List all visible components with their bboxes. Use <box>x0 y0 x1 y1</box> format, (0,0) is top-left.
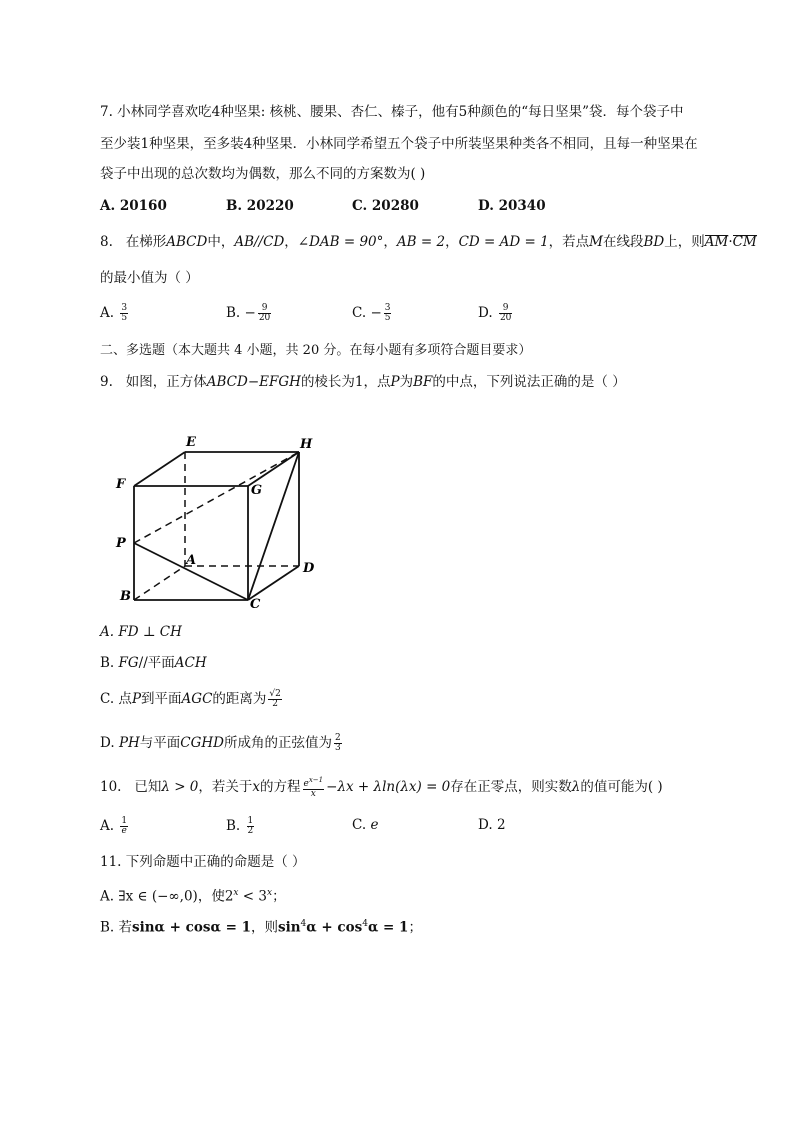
alpha-cos: α + cos <box>306 919 363 936</box>
denominator: 5 <box>121 313 128 323</box>
numerator: 2 <box>335 733 341 743</box>
q8-number: 8. <box>100 234 113 250</box>
q9-option-a <box>100 624 182 640</box>
fraction <box>268 690 281 709</box>
q9-option-c-text: 到平面 <box>141 691 182 707</box>
option-sign: − <box>244 305 256 321</box>
q10-text-4: 存在正零点，则实数 <box>450 779 572 795</box>
section-heading: 二、多选题（本大题共 4 小题，共 20 分。在每小题有多项符合题目要求） <box>100 343 532 358</box>
q10-text-3: 的方程 <box>260 779 301 795</box>
q11-condition: sinα + cosα = 1 <box>132 919 251 936</box>
edge-cd <box>248 566 299 600</box>
denominator: 2 <box>272 699 278 709</box>
label-e: E <box>186 435 196 450</box>
numerator: 9 <box>499 304 512 314</box>
q10-equation-rest: −λx + λln(λx) = 0 <box>326 779 451 795</box>
q7-stem-line3: 袋子中出现的总次数均为偶数，那么不同的方案数为( ) <box>100 166 426 182</box>
option-label: D. <box>100 735 119 751</box>
fraction <box>258 304 271 323</box>
option-label: A. <box>100 305 115 321</box>
q10-number: 10. <box>100 779 122 795</box>
label-a: A <box>186 553 197 568</box>
option-label: A. <box>100 818 115 834</box>
exponent: 4 <box>300 919 307 929</box>
q8-cd: CD = AD = 1 <box>458 234 549 250</box>
q7-stem-line2: 至少装1种坚果，至多装4种坚果．小林同学希望五个袋子中所装坚果种类各不相同，且每一种坚果在 <box>100 136 698 152</box>
option-label: B. <box>226 818 241 834</box>
q10-option-b <box>226 817 256 836</box>
fraction <box>120 817 128 836</box>
numerator: 1 <box>121 816 128 826</box>
q9-text-3: 为 <box>399 374 414 390</box>
q8-option-a <box>100 304 130 323</box>
fraction <box>120 304 128 323</box>
q9-option-c <box>100 690 284 709</box>
q7-option-c: C. 20280 <box>352 198 419 214</box>
q9-point-p: P <box>390 374 400 390</box>
q11-option-b <box>100 916 422 936</box>
q11-option-b-text: B. 若 <box>100 919 133 936</box>
q9-stem <box>100 374 626 390</box>
edge-gh <box>248 452 299 486</box>
denominator: 5 <box>384 313 391 323</box>
label-p: P <box>116 536 126 551</box>
exponent: x−1 <box>308 776 324 784</box>
q7-option-d: D. 20340 <box>478 198 546 214</box>
numerator <box>303 776 325 790</box>
base: 3 <box>258 888 267 905</box>
q9-option-b <box>100 655 207 671</box>
denominator: e <box>121 826 127 836</box>
option-label: B. <box>100 655 119 671</box>
q9-plane-ach: ACH <box>174 655 207 671</box>
denominator: 20 <box>258 313 271 323</box>
q9-option-c-text-2: 的距离为 <box>212 691 267 707</box>
q9-point-p: P <box>131 691 142 707</box>
numerator: 9 <box>258 304 271 314</box>
q8-comma-2: ， <box>383 234 397 250</box>
q8-option-d <box>478 304 514 323</box>
q10-text-5: 的值可能为( ) <box>580 779 663 795</box>
label-h: H <box>300 437 313 452</box>
q8-angle: ∠DAB = 90° <box>297 234 384 250</box>
fraction <box>303 776 325 799</box>
option-value: 2 <box>496 817 506 833</box>
q9-option-d-text: 与平面 <box>139 735 181 751</box>
option-sign: − <box>370 305 382 321</box>
q10-stem <box>100 776 663 799</box>
q7-option-b: B. 20220 <box>226 198 294 214</box>
q8-option-b <box>226 304 273 323</box>
less-than: < <box>238 888 259 905</box>
fraction <box>247 817 255 836</box>
label-d: D <box>303 561 315 576</box>
q9-text-4: 的中点，下列说法正确的是（ ） <box>432 374 626 390</box>
label-f: F <box>116 477 126 492</box>
q9-text-1: 如图，正方体 <box>125 374 207 390</box>
q8-text-1: 在梯形 <box>125 234 167 250</box>
q9-cube: ABCD−EFGH <box>206 374 301 390</box>
q9-option-a-text: A. FD ⊥ CH <box>100 624 182 640</box>
q8-stem-line2: 的最小值为（ ） <box>100 270 199 286</box>
option-label: B. <box>226 305 241 321</box>
fraction <box>499 304 512 323</box>
q11-stem: 11. 下列命题中正确的命题是（ ） <box>100 854 306 870</box>
segment-hc <box>248 452 299 600</box>
q10-text-1: 已知 <box>134 779 162 795</box>
q9-option-d <box>100 734 344 753</box>
alpha-eq: α = 1 <box>367 919 409 936</box>
denominator: 2 <box>247 826 254 836</box>
q9-text-2: 的棱长为1，点 <box>300 374 391 390</box>
q9-number: 9. <box>100 374 113 390</box>
q8-ab: AB = 2 <box>396 234 446 250</box>
q8-comma-1: ， <box>284 234 298 250</box>
q8-dot: · <box>728 234 733 250</box>
q8-parallel: AB//CD <box>234 234 285 250</box>
base: 2 <box>224 888 234 905</box>
q9-plane-cghd: CGHD <box>180 735 225 751</box>
option-label: C. <box>352 817 367 833</box>
q8-trapezoid: ABCD <box>166 234 208 250</box>
q9-plane-agc: AGC <box>181 691 213 707</box>
q8-text-2: 中， <box>207 234 235 250</box>
q7-stem-line1: 7. 小林同学喜欢吃4种坚果: 核桃、腰果、杏仁、榛子，他有5种颜色的“每日坚果”袋．每个袋子中 <box>100 104 684 120</box>
q10-lambda: λ <box>571 779 581 795</box>
q8-comma-3: ， <box>445 234 459 250</box>
q10-x: x <box>252 779 261 795</box>
q11-text: ，则 <box>250 919 278 936</box>
q8-stem-line1 <box>100 234 757 250</box>
q9-option-b-text: //平面 <box>138 655 175 671</box>
q9-ph: PH <box>118 735 140 751</box>
edge-ba-hidden <box>134 566 185 600</box>
q7-option-a: A. 20160 <box>100 198 167 214</box>
q9-fg: FG <box>118 655 139 671</box>
exponent: 4 <box>362 919 368 929</box>
label-b: B <box>120 589 131 604</box>
denominator: 20 <box>499 313 512 323</box>
label-c: C <box>250 597 261 610</box>
q9-option-d-text-2: 所成角的正弦值为 <box>224 735 333 751</box>
semicolon: ； <box>272 888 286 905</box>
fraction <box>334 734 342 753</box>
q8-bd: BD <box>643 234 665 250</box>
option-label: D. <box>478 305 493 321</box>
base-e: e <box>303 779 309 789</box>
option-value: e <box>370 817 379 833</box>
q10-option-c <box>352 817 378 833</box>
edge-fe <box>134 452 185 486</box>
q10-option-d <box>478 817 506 833</box>
fraction <box>384 304 392 323</box>
q10-option-a <box>100 817 130 836</box>
q8-vector-cm: CM <box>732 234 757 250</box>
sin: sin <box>277 919 301 936</box>
segment-ph-hidden <box>134 452 299 543</box>
q9-bf: BF <box>413 374 433 390</box>
label-g: G <box>251 483 263 498</box>
q8-option-c <box>352 304 393 323</box>
q11-option-a <box>100 885 286 905</box>
numerator: √2 <box>269 689 281 699</box>
segment-pc <box>134 543 248 600</box>
option-label: C. 点 <box>100 691 132 707</box>
exponent: x <box>267 888 273 898</box>
q11-option-a-text: A. ∃x ∈ (−∞,0)，使 <box>100 888 225 905</box>
option-label: C. <box>352 305 367 321</box>
q8-text-6: ，若点 <box>548 234 590 250</box>
numerator: 3 <box>384 303 391 313</box>
q10-condition: λ > 0 <box>161 779 199 795</box>
cube-figure <box>110 430 330 610</box>
numerator: 3 <box>121 303 128 313</box>
exponent: x <box>233 888 239 898</box>
denominator: x <box>310 789 316 799</box>
q8-vector-am: AM <box>704 234 729 250</box>
q8-text-7: 在线段 <box>603 234 644 250</box>
option-label: D. <box>478 817 493 833</box>
q10-text-2: ，若关于 <box>198 779 253 795</box>
denominator: 3 <box>335 743 341 753</box>
numerator: 1 <box>247 816 254 826</box>
semicolon: ； <box>408 919 422 936</box>
q8-text-8: 上，则 <box>664 234 705 250</box>
q8-point-m: M <box>589 234 603 250</box>
